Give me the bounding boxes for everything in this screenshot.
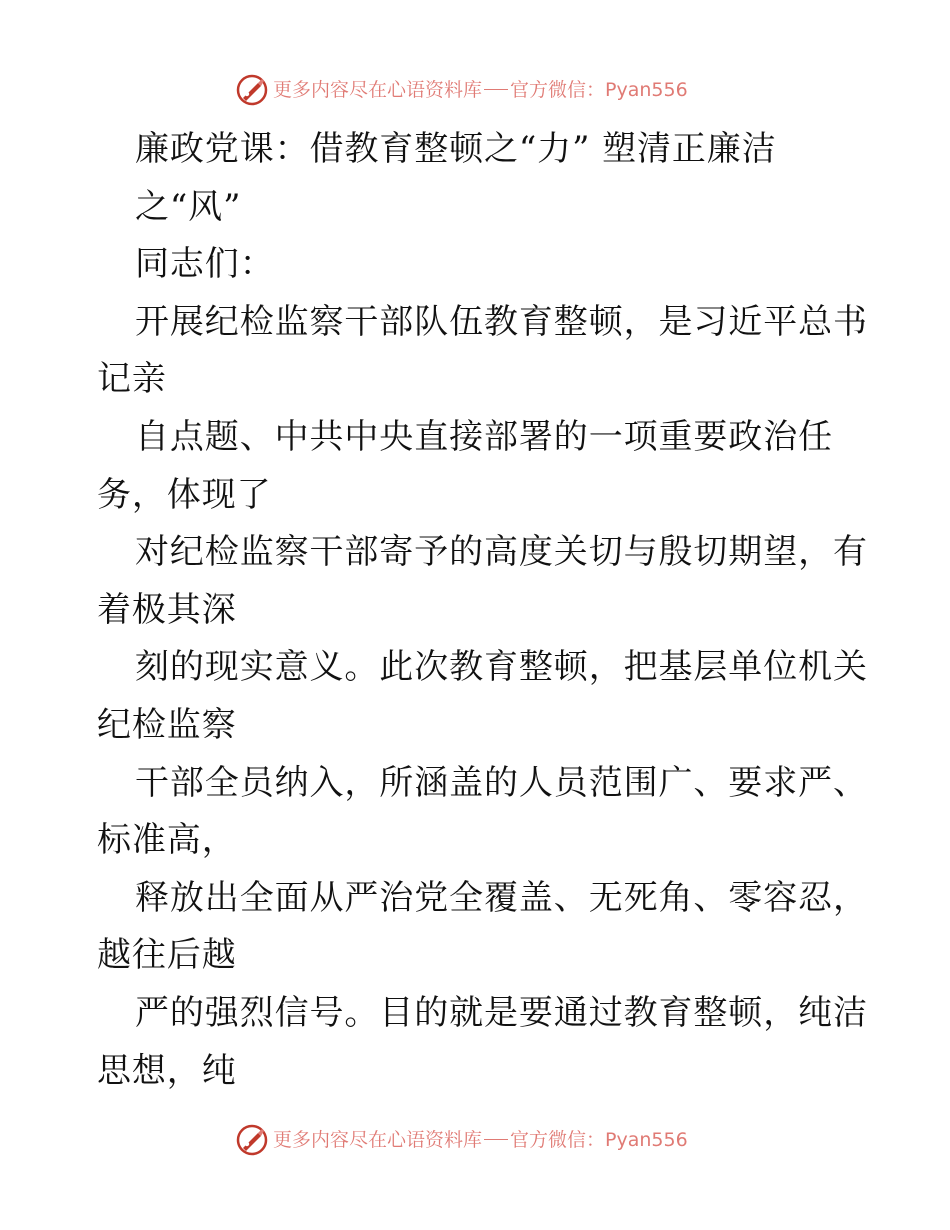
text-line: 纪检监察 <box>97 704 237 745</box>
text-line: 思想，纯 <box>97 1050 237 1091</box>
text-line: 自点题、中共中央直接部署的一项重要政治任 <box>135 416 833 457</box>
footer-watermark-dash <box>484 1139 508 1140</box>
text-line: 开展纪检监察干部队伍教育整顿，是习近平总书 <box>135 301 868 342</box>
footer-watermark-wechat: 官方微信：Pyan556 <box>510 1129 688 1151</box>
text-line: 务，体现了 <box>97 474 272 515</box>
document-body <box>97 121 867 1100</box>
header-watermark <box>236 72 688 108</box>
text-line: 对纪检监察干部寄予的高度关切与殷切期望，有 <box>135 532 868 573</box>
text-line: 着极其深 <box>97 589 237 630</box>
header-watermark-site: 更多内容尽在心语资料库 <box>273 79 483 101</box>
header-watermark-wechat: 官方微信：Pyan556 <box>510 79 688 101</box>
text-line: 释放出全面从严治党全覆盖、无死角、零容忍， <box>135 877 868 918</box>
text-line: 干部全员纳入，所涵盖的人员范围广、要求严、 <box>135 762 868 803</box>
document-title-line-2: 之“风” <box>135 186 242 227</box>
text-line: 严的强烈信号。目的就是要通过教育整顿，纯洁 <box>135 992 868 1033</box>
text-line: 标准高， <box>97 820 237 861</box>
text-line: 越往后越 <box>97 935 237 976</box>
pen-logo-icon <box>236 1124 268 1156</box>
header-watermark-dash <box>484 89 508 90</box>
footer-watermark-site: 更多内容尽在心语资料库 <box>273 1129 483 1151</box>
pen-logo-icon <box>236 74 268 106</box>
text-line: 记亲 <box>97 359 167 400</box>
document-title-line-1: 廉政党课：借教育整顿之“力” 塑清正廉洁 <box>135 129 777 169</box>
text-line: 刻的现实意义。此次教育整顿，把基层单位机关 <box>135 647 868 688</box>
footer-watermark <box>236 1122 688 1158</box>
salutation: 同志们： <box>135 244 275 285</box>
